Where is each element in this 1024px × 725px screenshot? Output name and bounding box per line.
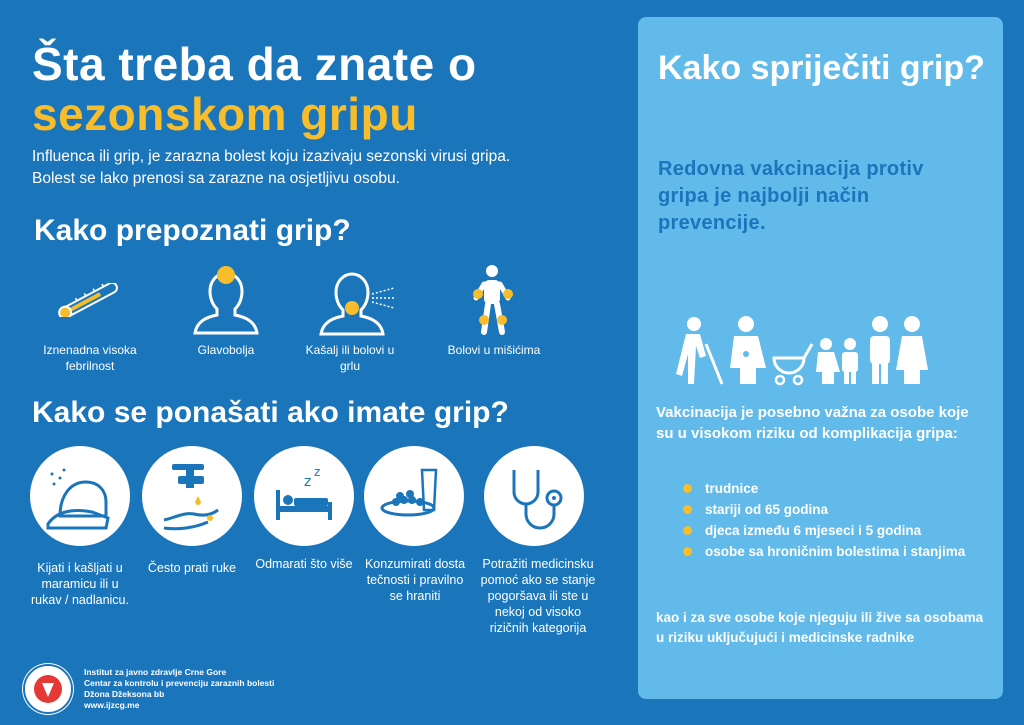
symptom-label: Kašalj ili bolovi u grlu: [305, 343, 395, 373]
page-title: Šta treba da znate o: [32, 38, 477, 90]
risk-group-list: [683, 480, 993, 564]
svg-text:z: z: [304, 474, 312, 490]
intro-text: Influenca ili grip, je zarazna bolest koju izazivaju sezonski virusi gripa. Bolest se lako prenosi sa zarazne na osjetljivu osobu.: [32, 148, 511, 187]
list-item: djeca između 6 mjeseci i 5 godina: [683, 522, 993, 540]
risk-text: Vakcinacija je posebno važna za osobe koje su u visokom riziku od komplikacija gripa:: [656, 404, 969, 442]
action-label: Odmarati što više: [255, 557, 353, 571]
list-item: osobe sa hroničnim bolestima i stanjima: [683, 543, 993, 561]
closing-text: kao i za sve osobe koje njeguju ili žive sa osobama u riziku uključujući i medicinske radnike: [656, 610, 984, 645]
footer-center: Centar za kontrolu i prevenciju zaraznih bolesti: [84, 678, 275, 688]
headache-icon: [188, 263, 264, 339]
sneeze-icon: [30, 446, 130, 546]
stethoscope-icon: [484, 446, 584, 546]
footer-institute: Institut za javno zdravlje Crne Gore: [84, 667, 227, 677]
symptom-label: Glavobolja: [197, 343, 255, 357]
symptom-label: Bolovi u mišićima: [447, 343, 541, 357]
muscle-pain-icon: [470, 264, 518, 336]
action-label: Često prati ruke: [147, 561, 237, 575]
action-label: Potražiti medicinsku pomoć ako se stanje pogoršava ili ste u nekoj od visoko rizičnih kategorija: [480, 557, 596, 635]
bullet-icon: [683, 505, 692, 514]
sore-throat-icon: [316, 264, 398, 340]
panel-title: Kako spriječiti grip?: [658, 49, 985, 87]
list-item: trudnice: [683, 480, 993, 498]
action-label: Konzumirati dosta tečnosti i pravilno se hraniti: [364, 557, 466, 603]
rest-bed-icon: [254, 446, 354, 546]
bullet-icon: [683, 526, 692, 535]
institute-logo: [22, 663, 74, 715]
action-label: Kijati i kašljati u maramicu ili u rukav / nadlanicu.: [31, 561, 129, 607]
footer-info: [84, 667, 274, 711]
footer-address: Džona Džeksona bb: [84, 689, 165, 699]
hand-wash-icon: [142, 446, 242, 546]
list-item: stariji od 65 godina: [683, 501, 993, 519]
bullet-icon: [683, 547, 692, 556]
thermometer-icon: [54, 283, 124, 317]
people-group-icon: [676, 314, 936, 386]
footer-website[interactable]: www.ijzcg.me: [84, 700, 140, 710]
symptoms-heading: Kako prepoznati grip?: [34, 214, 351, 247]
behaviour-heading: Kako se ponašati ako imate grip?: [32, 396, 509, 429]
food-drink-icon: [364, 446, 464, 546]
bullet-icon: [683, 484, 692, 493]
svg-text:z: z: [314, 465, 321, 479]
panel-subtitle: Redovna vakcinacija protiv gripa je najbolji način prevencije.: [658, 158, 924, 234]
symptom-label: Iznenadna visoka febrilnost: [43, 343, 137, 373]
page-title-highlight: sezonskom gripu: [32, 88, 418, 140]
